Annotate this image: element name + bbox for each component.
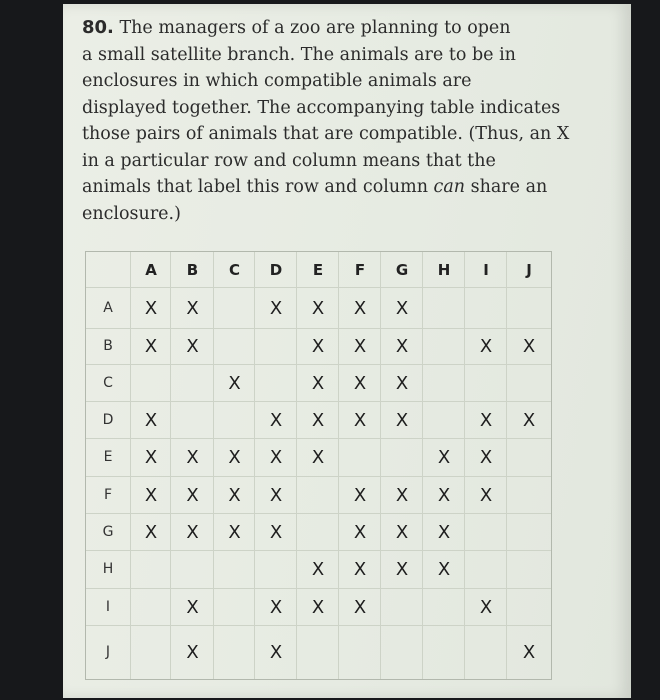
compat-mark-j-b: X [186, 641, 199, 663]
compat-mark-e-d: X [269, 447, 283, 468]
compat-mark-d-f: X [353, 409, 367, 431]
compat-mark-f-b: X [186, 484, 199, 506]
compat-mark-f-d: X [269, 484, 283, 506]
compat-mark-e-i: X [479, 447, 493, 468]
column-header-e: E [312, 261, 324, 279]
compat-mark-d-i: X [479, 409, 493, 431]
compat-mark-f-c: X [228, 484, 241, 506]
compat-mark-b-e: X [311, 336, 325, 357]
problem-line: those pairs of animals that are compatible. (Thus, an X [82, 124, 570, 144]
compat-mark-e-a: X [144, 447, 158, 468]
compat-mark-g-b: X [186, 521, 199, 543]
column-header-h: H [437, 261, 451, 279]
problem-line [82, 15, 582, 42]
compat-mark-i-d: X [269, 596, 283, 618]
grid-line-horizontal [86, 588, 551, 589]
problem-line [82, 174, 582, 201]
row-header-g: G [102, 523, 114, 540]
grid-line-horizontal [86, 438, 551, 439]
compat-mark-f-g: X [395, 484, 409, 506]
compat-mark-b-a: X [144, 336, 158, 357]
row-header-f: F [103, 486, 113, 503]
compat-mark-d-g: X [395, 409, 409, 431]
grid-line-horizontal [86, 550, 551, 551]
problem-line-text: The managers of a zoo are planning to open [113, 18, 511, 38]
compat-mark-b-f: X [353, 336, 367, 357]
column-header-i: I [483, 261, 489, 279]
compat-mark-a-b: X [186, 297, 199, 319]
compat-mark-d-j: X [522, 409, 536, 431]
row-header-h: H [102, 561, 114, 577]
compat-mark-g-c: X [228, 521, 241, 543]
column-header-c: C [228, 261, 240, 279]
grid-line-vertical [464, 252, 465, 679]
grid-line-vertical [380, 252, 381, 679]
compat-mark-a-d: X [269, 297, 283, 319]
column-header-f: F [354, 261, 366, 279]
compat-mark-b-i: X [479, 336, 493, 357]
compat-mark-c-g: X [395, 372, 409, 394]
compatibility-table [85, 251, 552, 680]
compat-mark-a-e: X [311, 297, 325, 319]
compat-mark-c-e: X [311, 372, 325, 394]
compat-mark-f-h: X [437, 484, 451, 506]
compat-mark-h-f: X [353, 559, 367, 580]
grid-line-horizontal [86, 401, 551, 402]
compat-mark-e-e: X [311, 447, 325, 468]
compat-mark-d-e: X [311, 409, 325, 431]
grid-line-horizontal [86, 328, 551, 329]
problem-text [82, 15, 582, 227]
compat-mark-c-c: X [228, 372, 241, 394]
grid-line-horizontal [86, 364, 551, 365]
column-header-a: A [145, 261, 157, 279]
compat-mark-a-f: X [353, 297, 367, 319]
compat-mark-g-f: X [353, 521, 367, 543]
compat-mark-i-f: X [353, 596, 367, 618]
grid-line-vertical [296, 252, 297, 679]
problem-line: enclosure.) [82, 203, 181, 224]
grid-line-vertical [506, 252, 507, 679]
compat-mark-h-g: X [395, 559, 409, 580]
problem-line: displayed together. The accompanying table indicates [82, 97, 561, 118]
column-header-j: J [526, 261, 532, 279]
row-header-b: B [103, 338, 113, 354]
compat-mark-i-b: X [186, 596, 199, 618]
column-header-b: B [186, 261, 199, 279]
compat-mark-a-g: X [395, 297, 409, 319]
compat-mark-c-f: X [353, 372, 367, 394]
compat-mark-f-i: X [479, 484, 493, 506]
grid-line-horizontal [86, 513, 551, 514]
compat-mark-e-b: X [186, 447, 199, 468]
compat-mark-i-e: X [311, 596, 325, 618]
row-header-a: A [103, 299, 113, 316]
compat-mark-j-j: X [522, 641, 536, 663]
problem-line-text: animals that label this row and column [82, 177, 434, 197]
problem-line: a small satellite branch. The animals are to be in [82, 44, 516, 65]
row-header-j: J [105, 643, 111, 660]
row-header-e: E [103, 449, 113, 465]
emphasis-can: can [433, 177, 466, 197]
row-header-i: I [105, 598, 111, 615]
compat-mark-b-j: X [522, 336, 536, 357]
compat-mark-g-d: X [269, 521, 283, 543]
compat-mark-g-h: X [437, 521, 451, 543]
grid-line-vertical [422, 252, 423, 679]
compat-mark-g-a: X [144, 521, 158, 543]
grid-line-horizontal [86, 476, 551, 477]
compat-mark-h-h: X [437, 559, 451, 580]
compat-mark-h-e: X [311, 559, 325, 580]
column-header-d: D [269, 261, 283, 279]
grid-line-horizontal [86, 287, 551, 288]
column-header-g: G [395, 261, 409, 279]
compat-mark-e-c: X [228, 447, 241, 468]
compat-mark-d-a: X [144, 409, 158, 431]
problem-line: enclosures in which compatible animals are [82, 71, 472, 91]
compat-mark-b-b: X [186, 336, 199, 357]
compat-mark-d-d: X [269, 409, 283, 431]
compat-mark-i-i: X [479, 596, 493, 618]
problem-number: 80. [82, 17, 114, 38]
compat-mark-f-a: X [144, 484, 158, 506]
compat-mark-g-g: X [395, 521, 409, 543]
compat-mark-e-h: X [437, 447, 451, 468]
compat-mark-b-g: X [395, 336, 409, 357]
compat-mark-a-a: X [144, 297, 158, 319]
grid-line-horizontal [86, 625, 551, 626]
textbook-page [63, 4, 631, 698]
problem-line-text: share an [465, 177, 548, 197]
problem-line: in a particular row and column means that the [82, 150, 496, 171]
row-header-d: D [102, 411, 114, 428]
row-header-c: C [103, 374, 113, 391]
compat-mark-f-f: X [353, 484, 367, 506]
grid-line-vertical [338, 252, 339, 679]
compat-mark-j-d: X [269, 641, 283, 663]
